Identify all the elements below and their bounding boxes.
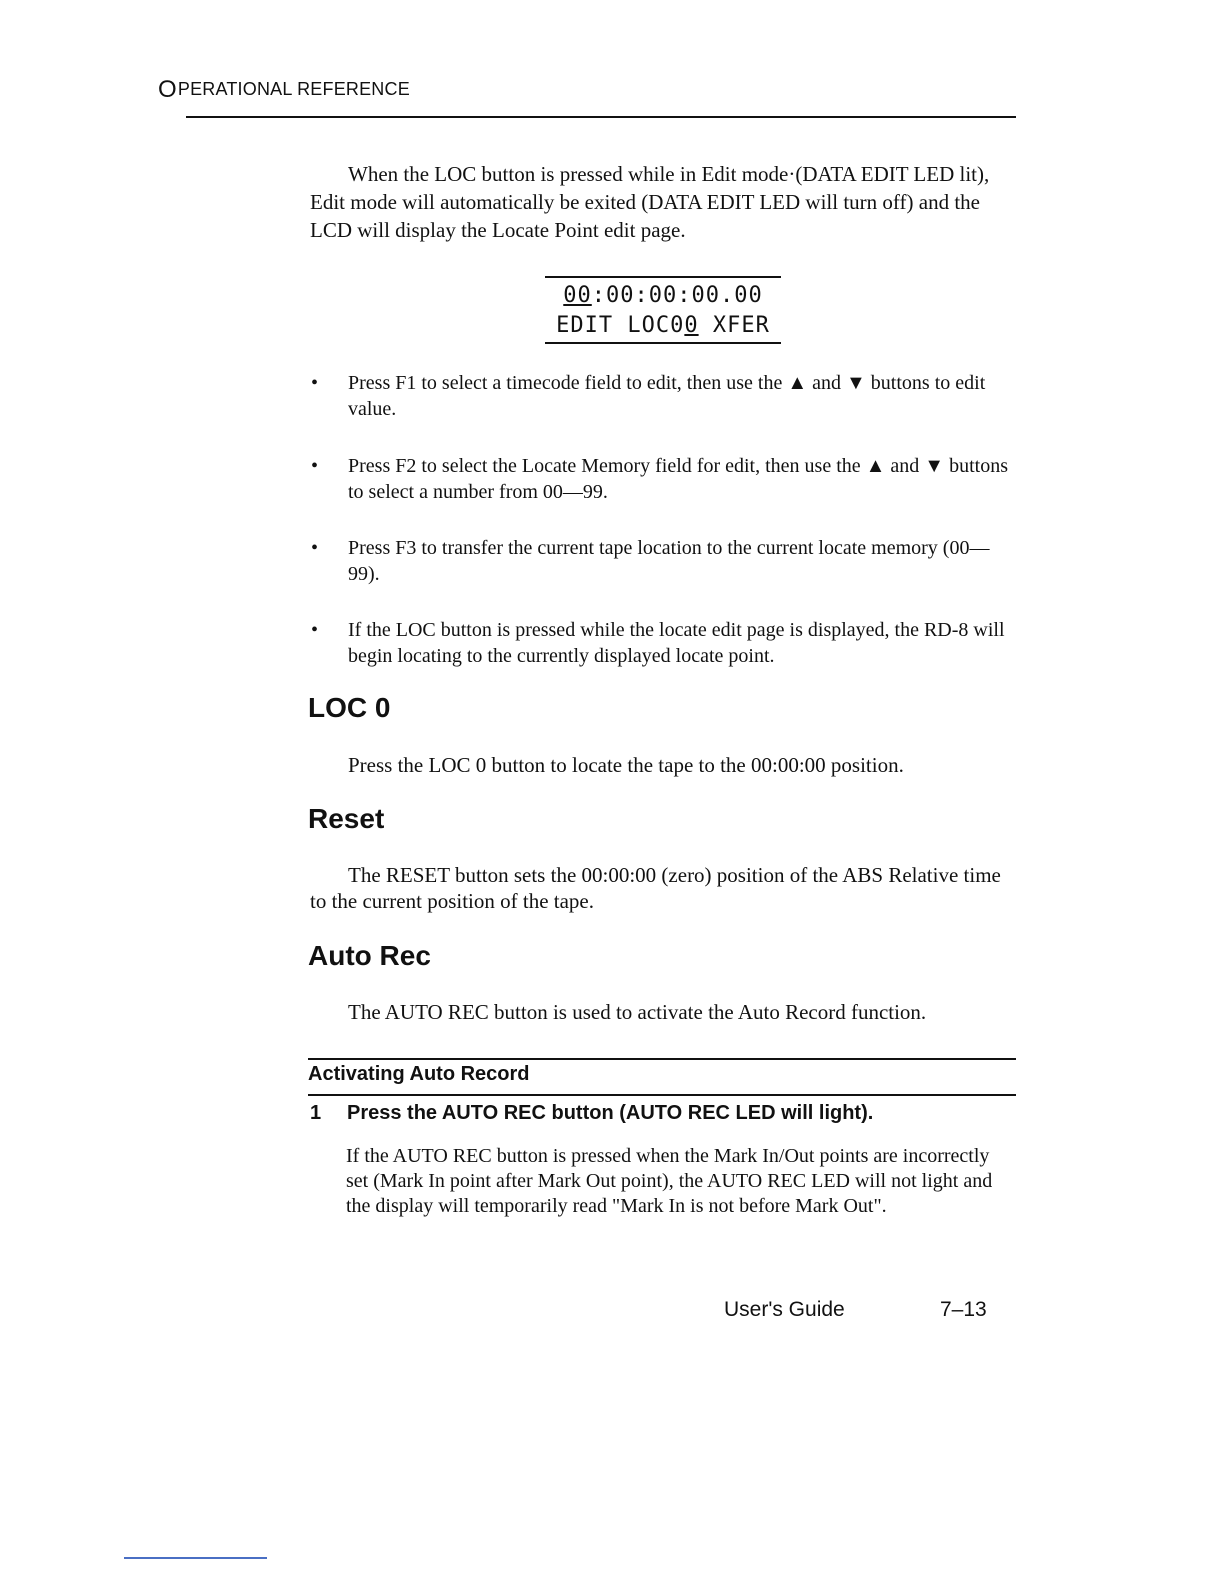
heading-reset: Reset: [308, 803, 385, 834]
lcd-line-2-b: XFER: [698, 313, 770, 338]
header-rule: [186, 116, 1016, 118]
footer-label: User's Guide: [724, 1298, 845, 1321]
header-title: PERATIONAL REFERENCE: [177, 79, 410, 99]
running-header: [158, 76, 410, 104]
lcd-cursor-field: 00: [563, 283, 592, 308]
bullet-text: Press F3 to transfer the current tape location to the current locate memory (00—99).: [348, 537, 990, 585]
heading-auto-rec: Auto Rec: [308, 940, 431, 971]
bullet-mark: •: [311, 619, 319, 641]
step-title: Press the AUTO REC button (AUTO REC LED will light).: [347, 1102, 874, 1124]
lcd-line-2-a: EDIT LOC0: [556, 313, 685, 338]
lcd-display: [545, 276, 781, 344]
procedure-rule-bottom: [308, 1094, 1016, 1096]
step-number: 1: [310, 1102, 322, 1124]
procedure-title: Activating Auto Record: [308, 1063, 530, 1085]
bullet-mark: •: [311, 537, 319, 559]
page-number: 7–13: [940, 1298, 987, 1321]
reset-paragraph: The RESET button sets the 00:00:00 (zero) position of the ABS Relative time to the current position of the tape.: [310, 863, 1001, 913]
bullet-text: Press F1 to select a timecode field to edit, then use the ▲ and ▼ buttons to edit value.: [348, 372, 986, 420]
bullet-mark: •: [311, 455, 319, 477]
lcd-line-1: [545, 281, 781, 311]
auto-rec-paragraph: The AUTO REC button is used to activate the Auto Record function.: [348, 1000, 927, 1024]
lcd-line-2: [545, 311, 781, 341]
bullet-text: If the LOC button is pressed while the locate edit page is displayed, the RD-8 will begin locating to the currently displayed locate point.: [348, 619, 1005, 667]
lcd-timecode: :00:00:00.00: [591, 283, 763, 308]
loc0-paragraph: Press the LOC 0 button to locate the tape to the 00:00:00 position.: [348, 753, 904, 777]
procedure-rule-top: [308, 1058, 1016, 1060]
step-description: If the AUTO REC button is pressed when the Mark In/Out points are incorrectly set (Mark In point after Mark Out point), the AUTO REC LED will not light and the display will temporarily read "Mark In is not before Mark Out".: [346, 1145, 993, 1217]
bullet-mark: •: [311, 372, 319, 394]
heading-loc0: LOC 0: [308, 692, 391, 723]
footnote-rule: [124, 1557, 267, 1559]
intro-paragraph: When the LOC button is pressed while in Edit mode·(DATA EDIT LED lit), Edit mode will automatically be exited (DATA EDIT LED will turn off) and the LCD will display the Locate Point edit page.: [310, 162, 990, 242]
lcd-cursor-loc: 0: [684, 313, 699, 338]
bullet-text: Press F2 to select the Locate Memory field for edit, then use the ▲ and ▼ buttons to select a number from 00—99.: [348, 455, 1008, 503]
header-initial: O: [158, 76, 177, 103]
